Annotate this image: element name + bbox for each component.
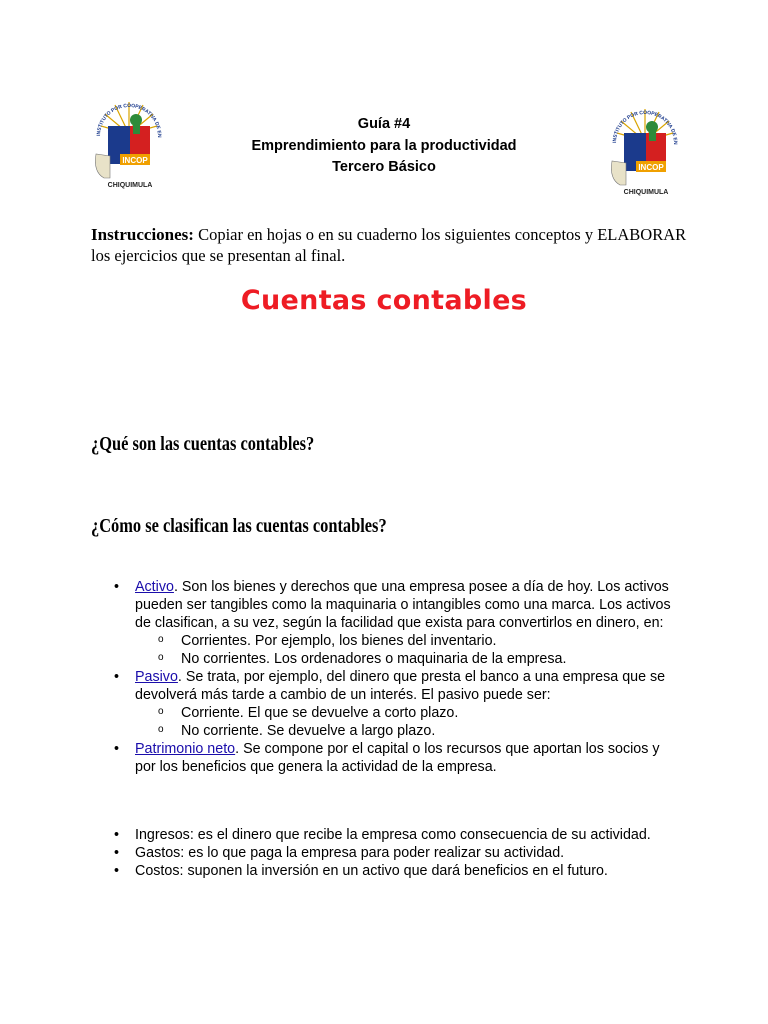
main-title: Cuentas contables [240,285,528,316]
patrimonio-neto-link[interactable]: Patrimonio neto [135,741,236,757]
logo-badge-text: INCOP [638,163,664,172]
account-types-list [135,578,680,776]
course-name: Emprendimiento para la productividad [251,137,517,154]
grade-level: Tercero Básico [332,159,436,175]
logo-bottom-text: CHIQUIMULA [107,182,153,189]
activo-text: . Son los bienes y derechos que una empresa posee a día de hoy. Los activos pueden ser tangibles como la maquinaria o intangibles como una marca. Los activos de clasifican, a su vez, según la facilidad que exista para convertirlos en dinero, en: [135,579,671,631]
activo-sublist [181,632,680,668]
list-item-gastos: • Gastos: es lo que paga la empresa para poder realizar su actividad. [135,844,655,862]
instructions-text: Copiar en hojas o en su cuaderno los siguientes conceptos y ELABORAR los ejercicios que se presentan al final. [91,225,687,265]
sub-list-item: o Corriente. El que se devuelve a corto plazo. [181,704,680,722]
logo-arc-text: INSTITUTO POR COOPERATIVA DE EN [611,109,679,145]
question-heading-2: ¿Cómo se clasifican las cuentas contables? [91,515,387,537]
list-item-ingresos: • Ingresos: es el dinero que recibe la empresa como consecuencia de su actividad. [135,826,655,844]
list-item-pasivo [135,668,680,740]
pasivo-sublist [181,704,680,740]
logo-bottom-text: CHIQUIMULA [623,189,669,196]
instructions-label: Instrucciones: [91,225,194,244]
logo-arc-text: INSTITUTO POR COOPERATIVA DE EN [95,102,163,138]
list-item-costos: • Costos: suponen la inversión en un activo que dará beneficios en el futuro. [135,862,655,880]
instructions [91,224,691,266]
patrimonio-text: . Se compone por el capital o los recursos que aportan los socios y por los beneficios que genera la actividad de la empresa. [135,741,660,775]
question-heading-1: ¿Qué son las cuentas contables? [91,433,315,455]
sub-list-item: o Corrientes. Por ejemplo, los bienes del inventario. [181,632,680,650]
sub-list-item: o No corrientes. Los ordenadores o maquinaria de la empresa. [181,650,680,668]
sub-list-item: o No corriente. Se devuelve a largo plazo. [181,722,680,740]
activo-link[interactable]: Activo [135,579,174,595]
list-item-activo [135,578,680,668]
logo-badge-text: INCOP [122,156,148,165]
document-header [0,114,768,179]
pasivo-link[interactable]: Pasivo [135,669,178,685]
income-expense-list [135,826,655,880]
pasivo-text: . Se trata, por ejemplo, del dinero que presta el banco a una empresa que se devolverá más tarde a cambio de un interés. El pasivo puede ser: [135,669,666,703]
guide-number: Guía #4 [357,116,411,132]
list-item-patrimonio [135,740,680,776]
